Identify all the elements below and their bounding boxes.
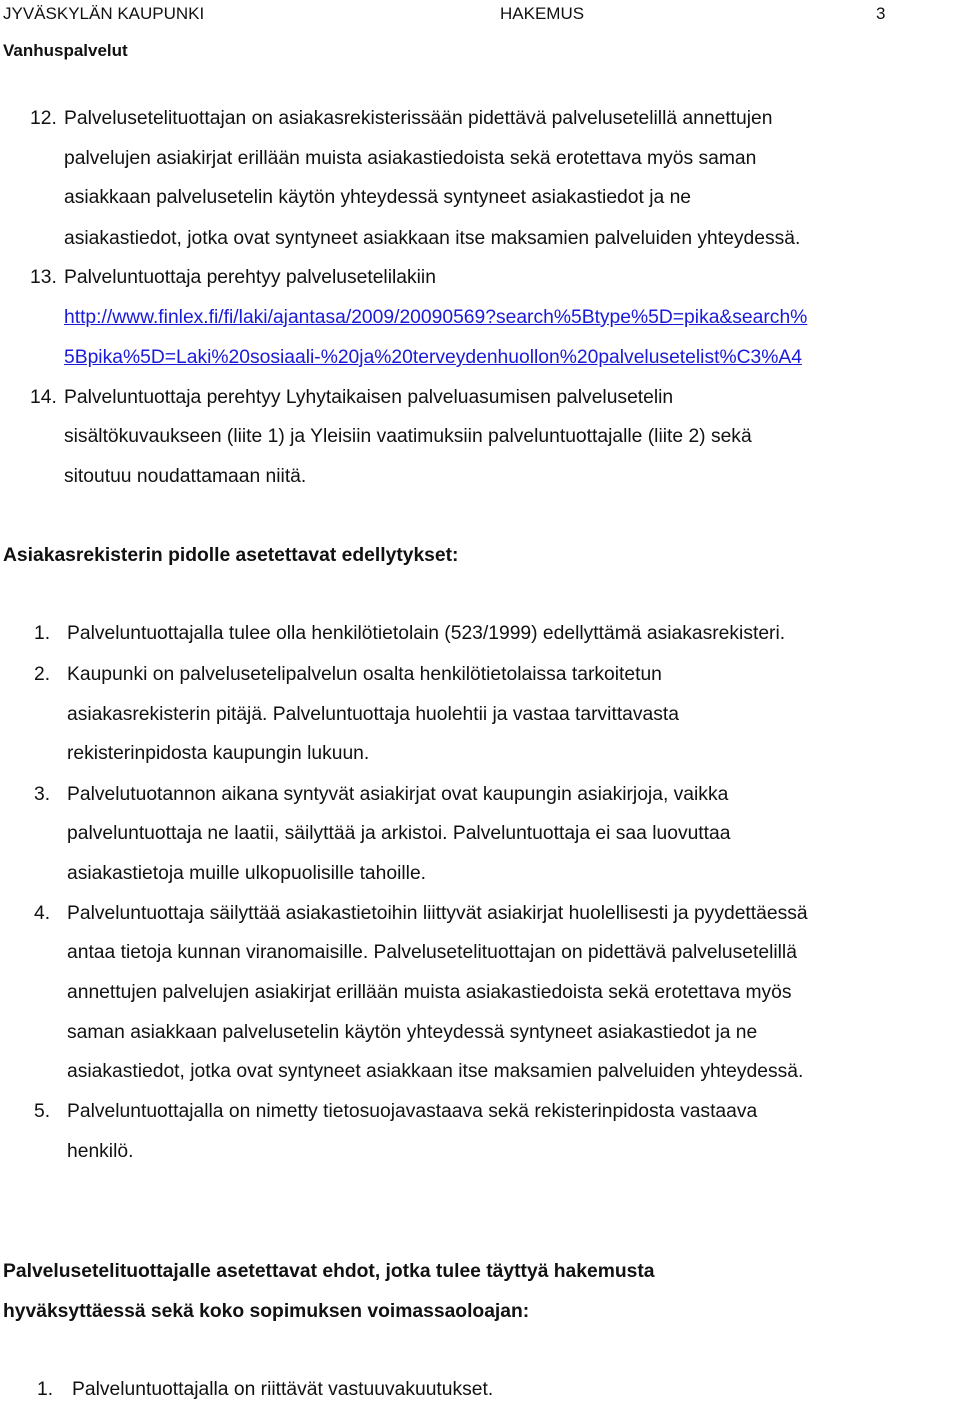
register-item-line: Kaupunki on palvelusetelipalvelun osalta henkilötietolaissa tarkoitetun: [67, 664, 662, 685]
header-page-number: 3: [876, 4, 886, 23]
item-12-line: Palvelusetelituottajan on asiakasrekisterissään pidettävä palvelusetelillä annettujen: [64, 108, 773, 129]
register-item-line: Palvelutuotannon aikana syntyvät asiakirjat ovat kaupungin asiakirjoja, vaikka: [67, 784, 729, 805]
item-14-line: sisältökuvaukseen (liite 1) ja Yleisiin vaatimuksiin palveluntuottajalle (liite 2) sekä: [64, 426, 752, 447]
item-14-line: Palveluntuottaja perehtyy Lyhytaikaisen palveluasumisen palvelusetelin: [64, 387, 674, 408]
section-heading-conditions: Palvelusetelituottajalle asetettavat ehdot, jotka tulee täyttyä hakemusta: [3, 1261, 655, 1282]
register-item-line: henkilö.: [67, 1141, 134, 1162]
item-13-text: Palveluntuottaja perehtyy palvelusetelilakiin: [64, 267, 436, 288]
register-item-line: annettujen palvelujen asiakirjat erillään muista asiakastiedoista sekä erotettava myös: [67, 982, 792, 1003]
register-item-number: 2.: [34, 664, 51, 685]
item-12-line: palvelujen asiakirjat erillään muista asiakastiedoista sekä erotettava myös saman: [64, 148, 757, 169]
register-item-line: Palveluntuottaja säilyttää asiakastietoihin liittyvät asiakirjat huolellisesti ja pyydettäessä: [67, 903, 808, 924]
item-14-number: 14.: [30, 387, 57, 408]
header-org: JYVÄSKYLÄN KAUPUNKI: [3, 4, 205, 23]
register-item-number: 1.: [34, 623, 51, 644]
register-item-number: 3.: [34, 784, 51, 805]
register-item-number: 4.: [34, 903, 51, 924]
conditions-item-line: Palveluntuottajalla on riittävät vastuuvakuutukset.: [72, 1379, 494, 1400]
finlex-link-part1[interactable]: http://www.finlex.fi/fi/laki/ajantasa/2009/20090569?search%5Btype%5D=pika&search%: [64, 307, 808, 328]
register-item-line: asiakasrekisterin pitäjä. Palveluntuottaja huolehtii ja vastaa tarvittavasta: [67, 704, 679, 725]
header-department: Vanhuspalvelut: [3, 41, 128, 60]
item-12-number: 12.: [30, 108, 57, 129]
register-item-line: Palveluntuottajalla on nimetty tietosuojavastaava sekä rekisterinpidosta vastaava: [67, 1101, 758, 1122]
register-item-line: Palveluntuottajalla tulee olla henkilötietolain (523/1999) edellyttämä asiakasrekisteri.: [67, 623, 786, 644]
section-heading-conditions-cont: hyväksyttäessä sekä koko sopimuksen voimassaoloajan:: [3, 1301, 530, 1322]
register-item-line: palveluntuottaja ne laatii, säilyttää ja arkistoi. Palveluntuottaja ei saa luovuttaa: [67, 823, 731, 844]
register-item-line: saman asiakkaan palvelusetelin käytön yhteydessä syntyneet asiakastiedot ja ne: [67, 1022, 758, 1043]
item-13-number: 13.: [30, 267, 57, 288]
item-12-line: asiakastiedot, jotka ovat syntyneet asiakkaan itse maksamien palveluiden yhteydessä.: [64, 228, 801, 249]
item-14-line: sitoutuu noudattamaan niitä.: [64, 466, 307, 487]
conditions-item-number: 1.: [37, 1379, 54, 1400]
register-item-line: rekisterinpidosta kaupungin lukuun.: [67, 743, 370, 764]
register-item-line: antaa tietoja kunnan viranomaisille. Palvelusetelituottajan on pidettävä palvelusetelillä: [67, 942, 797, 963]
header-doc-type: HAKEMUS: [500, 4, 585, 23]
item-12-line: asiakkaan palvelusetelin käytön yhteydessä syntyneet asiakastiedot ja ne: [64, 187, 692, 208]
finlex-link-part2[interactable]: 5Bpika%5D=Laki%20sosiaali-%20ja%20terveydenhuollon%20palvelusetelist%C3%A4: [64, 347, 802, 368]
register-item-number: 5.: [34, 1101, 51, 1122]
register-item-line: asiakastietoja muille ulkopuolisille tahoille.: [67, 863, 427, 884]
section-heading-register: Asiakasrekisterin pidolle asetettavat edellytykset:: [3, 545, 459, 566]
register-item-line: asiakastiedot, jotka ovat syntyneet asiakkaan itse maksamien palveluiden yhteydessä.: [67, 1061, 804, 1082]
